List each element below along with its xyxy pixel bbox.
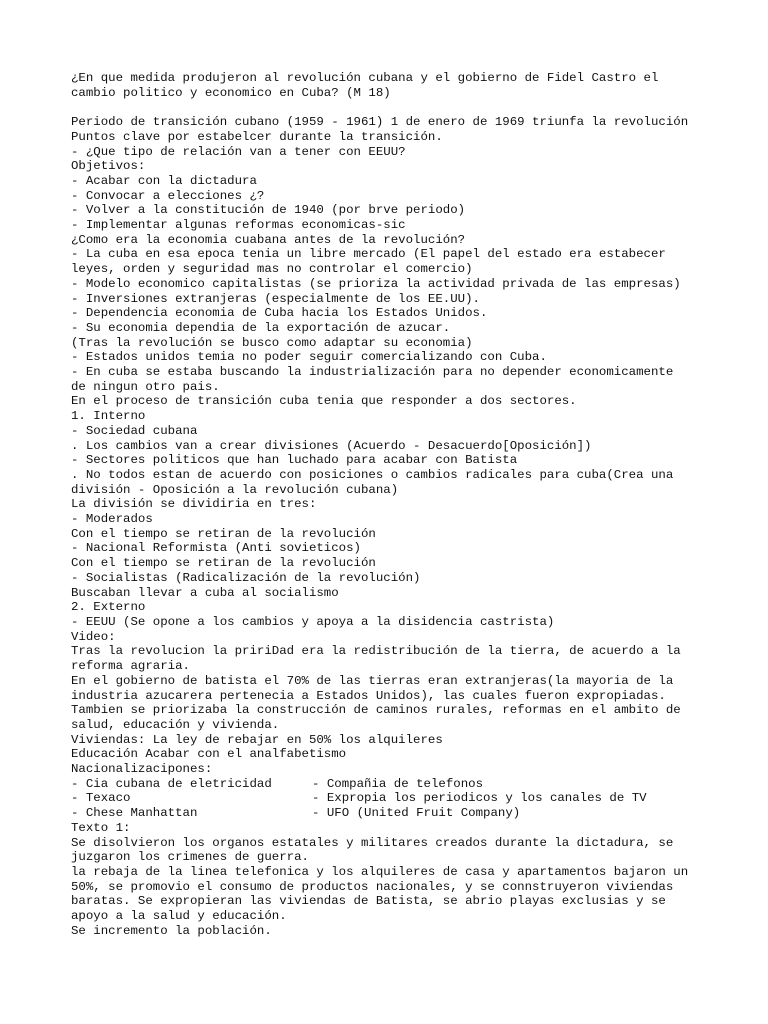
text-line: - Estados unidos temia no poder seguir comercializando con Cuba.	[71, 350, 547, 365]
text-line: - Moderados	[71, 512, 153, 527]
text-line: - Convocar a elecciones ¿?	[71, 188, 265, 203]
text-line: baratas. Se expropieran las viviendas de Batista, se abrio playas exclusias y se	[71, 894, 666, 909]
text-line: Tras la revolucion la pririDad era la redistribución de la tierra, de acuerdo a la	[71, 644, 681, 659]
text-line: . Los cambios van a crear divisiones (Acuerdo - Desacuerdo[Oposición])	[71, 438, 592, 453]
text-line: - Nacional Reformista (Anti sovieticos)	[71, 541, 361, 556]
text-line: división - Oposición a la revolución cubana)	[71, 482, 399, 497]
nationalization-item-right: - Compañia de telefonos	[312, 776, 484, 791]
text-line: - Implementar algunas reformas economicas-sic	[71, 218, 406, 233]
nationalizations-list	[71, 777, 751, 821]
text-line: - Volver a la constitución de 1940 (por brve periodo)	[71, 203, 466, 218]
text-line: Se incremento la población.	[71, 923, 272, 938]
text-line: En el gobierno de batista el 70% de las tierras eran extranjeras(la mayoria de la	[71, 673, 674, 688]
text-line: industria azucarera pertenecia a Estados Unidos), las cuales fueron expropiadas.	[71, 688, 666, 703]
text-line: Viviendas: La ley de rebajar en 50% los alquileres	[71, 732, 443, 747]
nationalization-row	[71, 791, 751, 806]
text-line: - Acabar con la dictadura	[71, 173, 257, 188]
text-line: (Tras la revolución se busco como adaptar su economia)	[71, 335, 473, 350]
text-line: Puntos clave por estabelcer durante la transición.	[71, 129, 443, 144]
document-page	[71, 71, 751, 938]
nationalization-item-left: - Chese Manhattan	[71, 806, 198, 821]
text-line: salud, educación y vivienda.	[71, 717, 280, 732]
text-line: - La cuba en esa epoca tenia un libre mercado (El papel del estado era estabecer	[71, 247, 666, 262]
text-line: ¿Como era la economia cuabana antes de la revolución?	[71, 232, 466, 247]
text-line: Se disolvieron los organos estatales y militares creados durante la dictadura, se	[71, 835, 674, 850]
blank-line	[71, 100, 751, 115]
text-line: . No todos estan de acuerdo con posiciones o cambios radicales para cuba(Crea una	[71, 467, 674, 482]
text-line: - EEUU (Se opone a los cambios y apoya a la disidencia castrista)	[71, 615, 555, 629]
text-line: Tambien se priorizaba la construcción de caminos rurales, reformas en el ambito de	[71, 703, 681, 718]
text-line: La división se dividiria en tres:	[71, 497, 317, 512]
text-line: - Inversiones extranjeras (especialmente de los EE.UU).	[71, 291, 480, 306]
nationalization-item-right: - UFO (United Fruit Company)	[312, 806, 521, 821]
nationalization-item-left: - Texaco	[71, 791, 131, 806]
text-line: Texto 1:	[71, 820, 131, 835]
text-line: 50%, se promovio el consumo de productos nacionales, y se connstruyeron viviendas	[71, 879, 674, 894]
nationalization-item-right: - Expropia los periodicos y los canales de TV	[312, 791, 647, 806]
closing-section	[71, 821, 751, 939]
text-line: En el proceso de transición cuba tenia que responder a dos sectores.	[71, 394, 577, 409]
text-line: - Su economia dependia de la exportación de azucar.	[71, 320, 451, 335]
document-title-line-2: cambio politico y economico en Cuba? (M 18)	[71, 85, 391, 100]
text-line: - Socialistas (Radicalización de la revolución)	[71, 570, 421, 585]
text-line: 2. Externo	[71, 600, 146, 615]
text-line: Video:	[71, 629, 116, 644]
text-line: Nacionalizacipones:	[71, 762, 213, 777]
text-line: apoyo a la salud y educación.	[71, 909, 287, 924]
text-line: reforma agraria.	[71, 659, 190, 674]
text-line: - ¿Que tipo de relación van a tener con EEUU?	[71, 144, 406, 159]
text-line: Objetivos:	[71, 159, 146, 174]
text-line: leyes, orden y seguridad mas no controlar el comercio)	[71, 262, 473, 277]
text-line: - Sectores politicos que han luchado para acabar con Batista	[71, 453, 518, 468]
nationalization-item-left: - Cia cubana de eletricidad	[71, 776, 272, 791]
text-line: Periodo de transición cubano (1959 - 1961) 1 de enero de 1969 triunfa la revolución	[71, 115, 689, 130]
nationalization-row	[71, 777, 751, 792]
text-line: Con el tiempo se retiran de la revolución	[71, 526, 376, 541]
text-line: juzgaron los crimenes de guerra.	[71, 850, 309, 865]
text-line: - Sociedad cubana	[71, 423, 198, 438]
text-line: 1. Interno	[71, 409, 146, 424]
text-line: Buscaban llevar a cuba al socialismo	[71, 585, 339, 600]
text-line: la rebaja de la linea telefonica y los alquileres de casa y apartamentos bajaron un	[71, 864, 689, 879]
text-line: Educación Acabar con el analfabetismo	[71, 747, 347, 762]
text-line: - En cuba se estaba buscando la industrialización para no depender economicamente	[71, 365, 674, 380]
text-line: de ningun otro pais.	[71, 379, 220, 394]
text-line: - Dependencia economia de Cuba hacia los Estados Unidos.	[71, 306, 488, 321]
nationalization-row	[71, 806, 751, 821]
document-title-line-1: ¿En que medida produjeron al revolución cubana y el gobierno de Fidel Castro el	[71, 71, 659, 85]
text-line: Con el tiempo se retiran de la revolución	[71, 556, 376, 571]
text-line: - Modelo economico capitalistas (se prioriza la actividad privada de las empresas)	[71, 276, 681, 291]
document-body	[71, 115, 751, 777]
